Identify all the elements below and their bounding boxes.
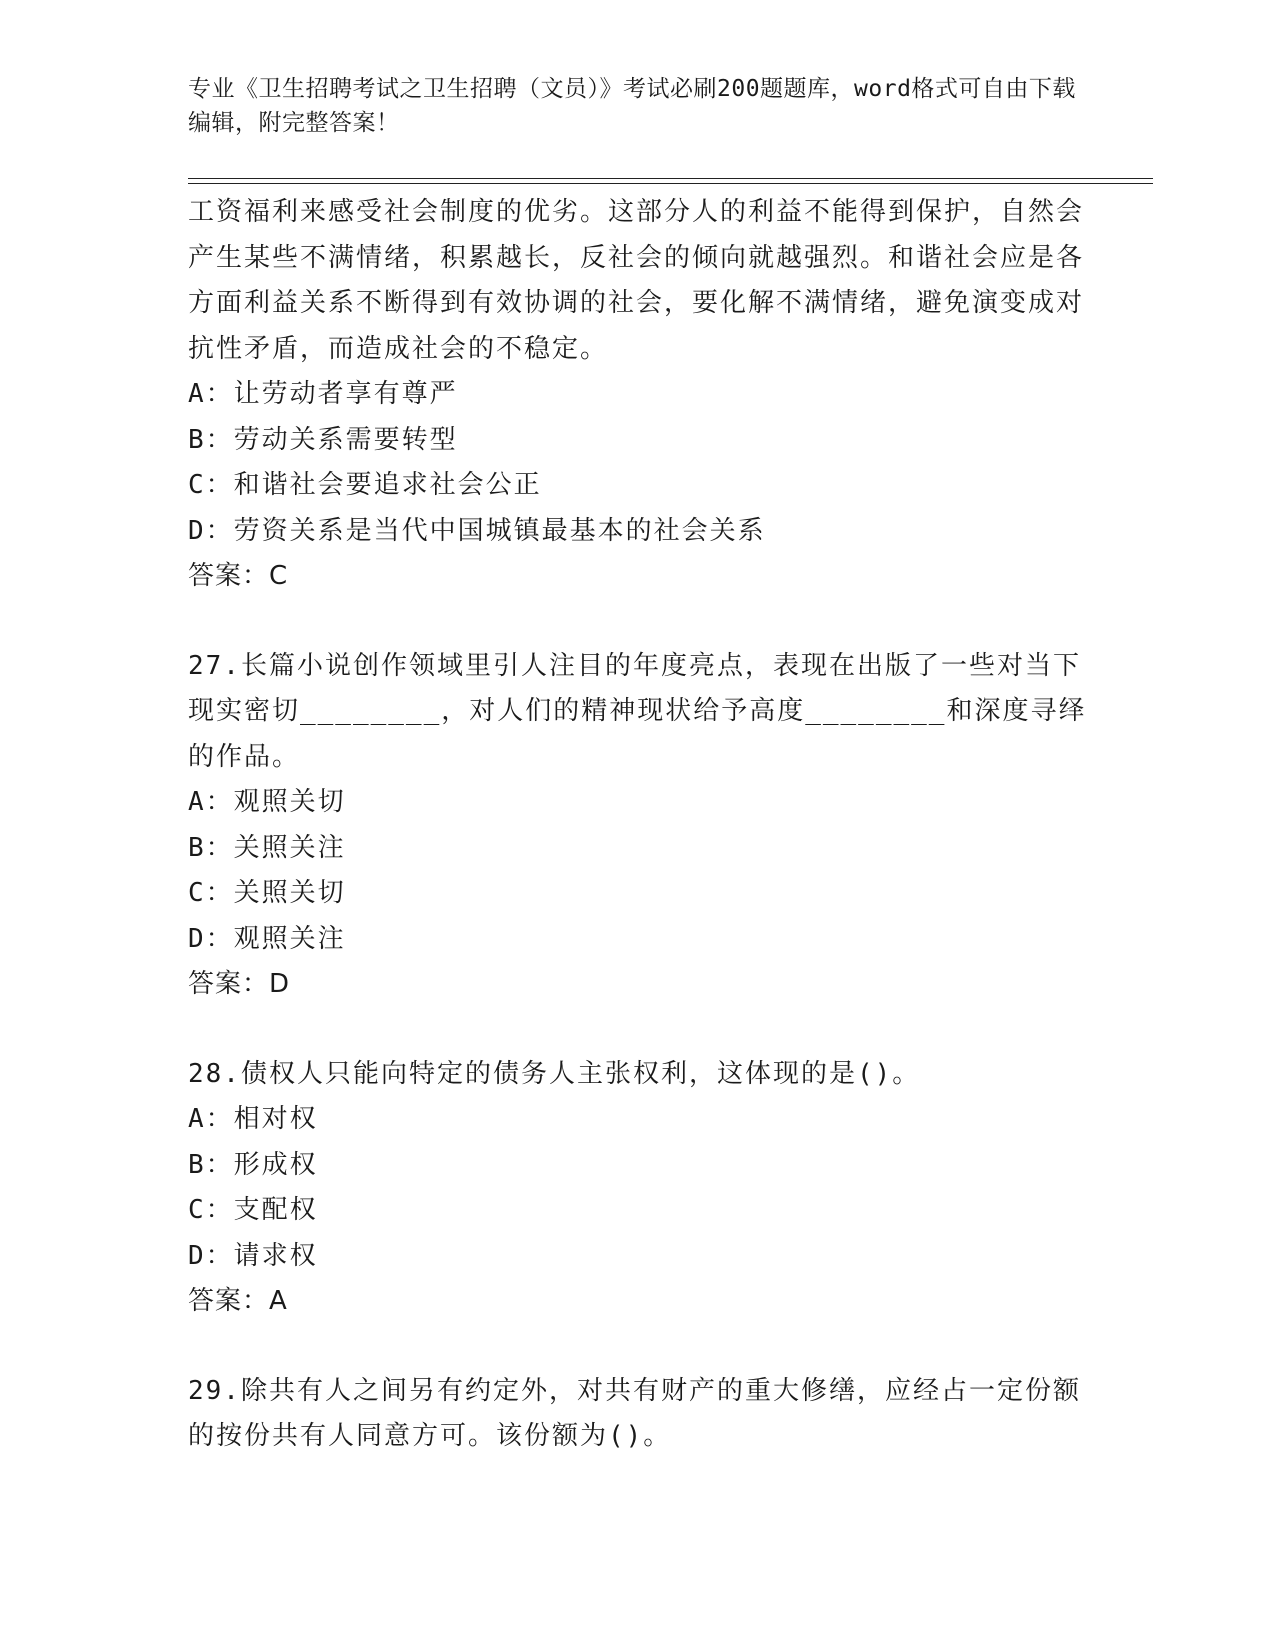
spacer: [188, 1008, 1088, 1052]
question-27-option-d: D：观照关注: [188, 923, 346, 954]
question-26-option-c: C：和谐社会要追求社会公正: [188, 470, 542, 500]
question-27-option-b: B：关照关注: [188, 832, 346, 863]
question-26-block: [188, 190, 1088, 600]
page-header: 专业《卫生招聘考试之卫生招聘（文员）》考试必刷200题题库，word格式可自由下载编辑，附完整答案！: [188, 76, 1076, 136]
question-27-text: 27.长篇小说创作领域里引人注目的年度亮点，表现在出版了一些对当下现实密切________，对人们的精神现状给予高度________和深度寻绎的作品。: [188, 650, 1087, 772]
question-29-block: [188, 1369, 1088, 1460]
question-27-option-c: C：关照关切: [188, 878, 346, 908]
question-28-option-d: D：请求权: [188, 1240, 318, 1271]
question-26-answer: 答案：C: [188, 561, 289, 591]
question-28-option-b: B：形成权: [188, 1149, 318, 1180]
question-28-option-c: C：支配权: [188, 1195, 318, 1225]
question-26-option-b: B：劳动关系需要转型: [188, 424, 458, 455]
question-27-block: [188, 644, 1088, 1008]
question-29-text: 29.除共有人之间另有约定外，对共有财产的重大修缮，应经占一定份额的按份共有人同意方可。该份额为()。: [188, 1375, 1081, 1451]
header-divider-top: [188, 178, 1153, 179]
main-content: [188, 190, 1088, 1460]
spacer: [188, 600, 1088, 644]
question-28-block: [188, 1052, 1088, 1325]
question-28-text: 28.债权人只能向特定的债务人主张权利，这体现的是()。: [188, 1058, 921, 1089]
question-26-option-a: A：让劳动者享有尊严: [188, 379, 458, 409]
spacer: [188, 1325, 1088, 1369]
question-26-continuation: 工资福利来感受社会制度的优劣。这部分人的利益不能得到保护，自然会产生某些不满情绪，积累越长，反社会的倾向就越强烈。和谐社会应是各方面利益关系不断得到有效协调的社会，要化解不满情绪，避免演变成对抗性矛盾，而造成社会的不稳定。: [188, 197, 1085, 364]
question-27-option-a: A：观照关切: [188, 787, 346, 817]
question-28-option-a: A：相对权: [188, 1104, 318, 1134]
question-28-answer: 答案：A: [188, 1286, 288, 1316]
question-27-answer: 答案：D: [188, 969, 291, 999]
header-divider-bottom: [188, 183, 1153, 184]
question-26-option-d: D：劳资关系是当代中国城镇最基本的社会关系: [188, 515, 766, 546]
